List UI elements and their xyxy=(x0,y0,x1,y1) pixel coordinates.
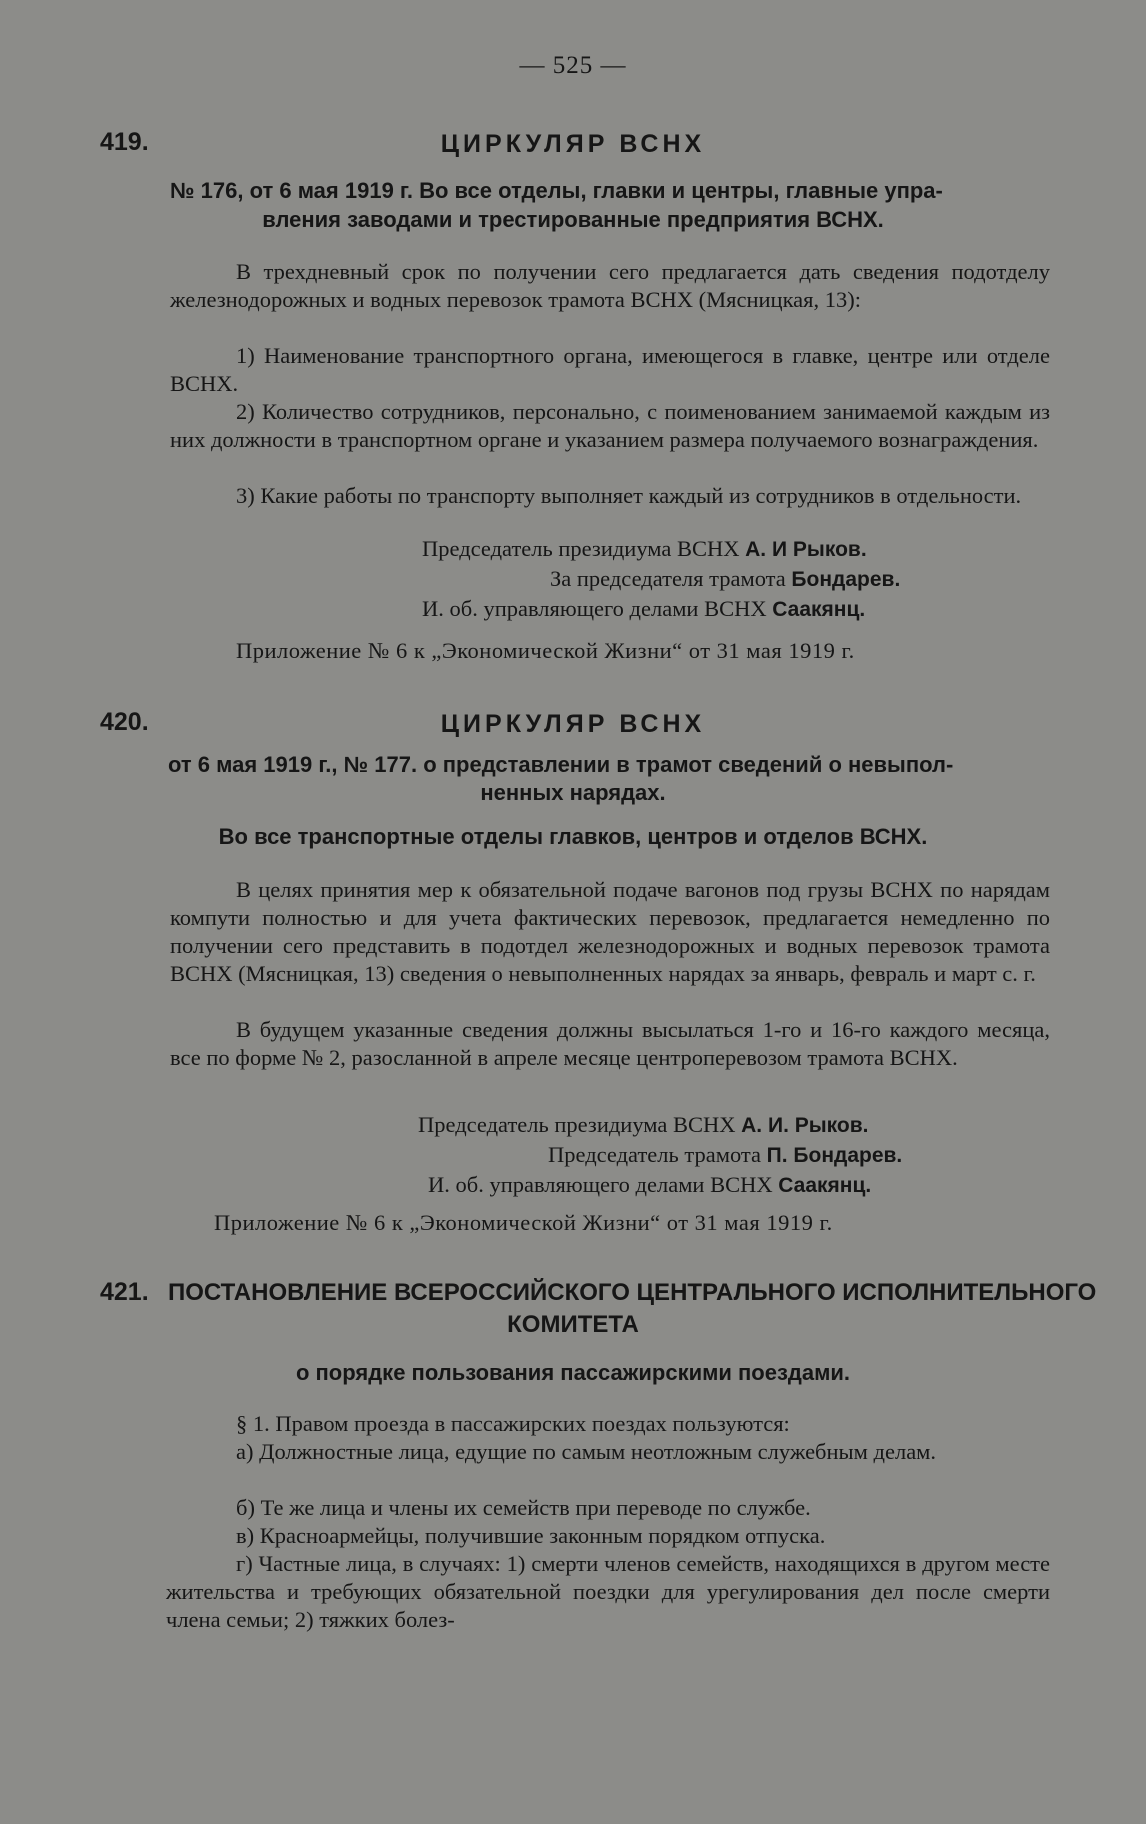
signature-line: И. об. управляющего делами ВСНХ Саакянц. xyxy=(422,596,866,621)
doc-subtitle-line-1: от 6 мая 1919 г., № 177. о представлении в трамот сведений о невыпол- xyxy=(168,752,954,777)
doc-title-line-1: ПОСТАНОВЛЕНИЕ ВСЕРОССИЙСКОГО ЦЕНТРАЛЬНОГО ИСПОЛНИТЕЛЬНОГО xyxy=(168,1279,1097,1306)
paragraph: 2) Количество сотрудников, персонально, с поименованием занимаемой каждым из них должности в транспортном органе и указанием размера получаемого вознаграждения. xyxy=(170,399,1050,452)
signature-line: Председатель президиума ВСНХ А. И Рыков. xyxy=(422,536,867,561)
doc-addressee: Во все транспортные отделы главков, центров и отделов ВСНХ. xyxy=(218,824,928,849)
paragraph: В целях принятия мер к обязательной подаче вагонов под грузы ВСНХ по нарядам компути полностью и для учета фактических перевозок, предлагается немедленно по получении сего представить в подотдел железнодорожных и водных перевозок трамота ВСНХ (Мясницкая, 13) сведения о невыполненных нарядах за январь, февраль и март с. г. xyxy=(170,877,1050,986)
doc-title-line-2: КОМИТЕТА xyxy=(507,1311,639,1338)
paragraph: В будущем указанные сведения должны высылаться 1-го и 16-го каждого месяца, все по форме № 2, разосланной в апреле месяце центроперевозом трамота ВСНХ. xyxy=(170,1017,1050,1070)
paragraph: 1) Наименование транспортного органа, имеющегося в главке, центре или отделе ВСНХ. xyxy=(170,343,1050,396)
doc-number: 421. xyxy=(100,1278,149,1306)
paragraph: б) Те же лица и члены их семейств при переводе по службе. xyxy=(236,1495,811,1520)
doc-title: ЦИРКУЛЯР ВСНХ xyxy=(440,710,706,738)
doc-subtitle-line-2: вления заводами и трестированные предприятия ВСНХ. xyxy=(262,207,884,232)
paragraph: 3) Какие работы по транспорту выполняет каждый из сотрудников в отдельности. xyxy=(236,483,1022,508)
paragraph: а) Должностные лица, едущие по самым неотложным служебным делам. xyxy=(236,1439,937,1464)
doc-title: ЦИРКУЛЯР ВСНХ xyxy=(440,130,706,158)
paragraph: в) Красноармейцы, получившие законным порядком отпуска. xyxy=(236,1523,826,1548)
doc-number: 420. xyxy=(100,708,149,736)
doc-subtitle-line-1: № 176, от 6 мая 1919 г. Во все отделы, главки и центры, главные упра- xyxy=(170,178,943,203)
paragraph: В трехдневный срок по получении сего предлагается дать сведения подотделу железнодорожных и водных перевозок трамота ВСНХ (Мясницкая, 13): xyxy=(170,259,1050,312)
signature-line: И. об. управляющего делами ВСНХ Саакянц. xyxy=(428,1172,872,1197)
paragraph: § 1. Правом проезда в пассажирских поездах пользуются: xyxy=(236,1411,790,1436)
page-number: — 525 — xyxy=(519,52,627,79)
doc-number: 419. xyxy=(100,128,149,156)
appendix-reference: Приложение № 6 к „Экономической Жизни“ от 31 мая 1919 г. xyxy=(214,1210,833,1235)
doc-subtitle-line-2: ненных нарядах. xyxy=(480,780,666,805)
signature-line: Председатель президиума ВСНХ А. И. Рыков. xyxy=(418,1112,869,1137)
signature-line: За председателя трамота Бондарев. xyxy=(550,566,901,591)
paragraph: г) Частные лица, в случаях: 1) смерти членов семейств, находящихся в другом месте жительства и требующих обязательной поездки для урегулирования дел после смерти члена семьи; 2) тяжких болез- xyxy=(166,1551,1050,1632)
signature-line: Председатель трамота П. Бондарев. xyxy=(548,1142,903,1167)
doc-subtitle: о порядке пользования пассажирскими поездами. xyxy=(295,1360,851,1385)
appendix-reference: Приложение № 6 к „Экономической Жизни“ от 31 мая 1919 г. xyxy=(236,638,855,663)
